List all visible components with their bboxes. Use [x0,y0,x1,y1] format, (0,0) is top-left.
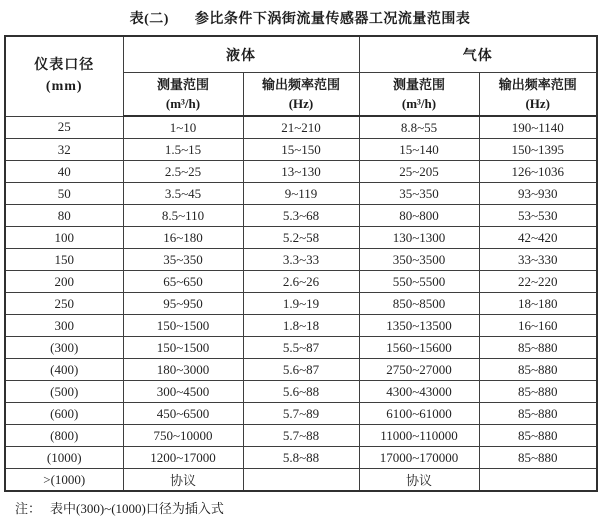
header-liquid-measure-range [123,73,243,117]
cell-liquid-output-frequency: 5.7~88 [243,425,359,447]
header-meter-diameter-unit: (mm) [45,79,83,95]
table-row [5,381,597,403]
cell-liquid-output-frequency: 3.3~33 [243,249,359,271]
header-gas-output-frequency-unit: (Hz) [525,96,551,111]
cell-liquid-output-frequency: 1.8~18 [243,315,359,337]
cell-diameter: >(1000) [5,469,123,492]
cell-liquid-measure-range: 450~6500 [123,403,243,425]
table-row [5,183,597,205]
cell-gas-measure-range: 130~1300 [359,227,479,249]
cell-liquid-output-frequency: 1.9~19 [243,293,359,315]
header-gas-measure-range-unit: (m³/h) [401,96,437,111]
cell-liquid-measure-range: 150~1500 [123,337,243,359]
cell-gas-output-frequency: 53~530 [479,205,597,227]
cell-liquid-output-frequency: 5.6~88 [243,381,359,403]
cell-liquid-output-frequency: 13~130 [243,161,359,183]
header-liquid-measure-range-label: 测量范围 [156,76,209,92]
cell-gas-output-frequency: 42~420 [479,227,597,249]
table-title-text: 参比条件下涡街流量传感器工况流量范围表 [194,12,471,27]
table-row [5,447,597,469]
table-row [5,271,597,293]
footnote [15,498,600,517]
table-row [5,425,597,447]
cell-diameter: (800) [5,425,123,447]
footnote-text: 表中(300)~(1000)口径为插入式 [50,501,224,516]
cell-diameter: 50 [5,183,123,205]
cell-liquid-measure-range: 协议 [123,469,243,492]
header-group-row [5,36,597,73]
cell-diameter: (600) [5,403,123,425]
cell-gas-measure-range: 4300~43000 [359,381,479,403]
table-row [5,249,597,271]
table-row [5,359,597,381]
cell-liquid-output-frequency: 5.7~89 [243,403,359,425]
table-row [5,315,597,337]
cell-gas-measure-range: 11000~110000 [359,425,479,447]
footnote-label: 注： [15,501,42,516]
table-caption [0,8,600,28]
cell-diameter: 40 [5,161,123,183]
cell-diameter: 80 [5,205,123,227]
cell-gas-measure-range: 1350~13500 [359,315,479,337]
cell-gas-output-frequency: 85~880 [479,447,597,469]
cell-liquid-output-frequency [243,469,359,492]
cell-gas-measure-range: 15~140 [359,139,479,161]
cell-gas-measure-range: 25~205 [359,161,479,183]
cell-diameter: 200 [5,271,123,293]
table-row [5,227,597,249]
cell-liquid-output-frequency: 9~119 [243,183,359,205]
document-page [0,8,600,515]
cell-gas-output-frequency: 85~880 [479,403,597,425]
cell-gas-measure-range: 17000~170000 [359,447,479,469]
cell-diameter: (300) [5,337,123,359]
cell-diameter: (1000) [5,447,123,469]
cell-liquid-output-frequency: 5.8~88 [243,447,359,469]
cell-gas-measure-range: 35~350 [359,183,479,205]
cell-liquid-measure-range: 1.5~15 [123,139,243,161]
cell-diameter: 300 [5,315,123,337]
cell-gas-output-frequency: 22~220 [479,271,597,293]
cell-liquid-measure-range: 300~4500 [123,381,243,403]
header-liquid-group: 液体 [123,36,359,73]
cell-diameter: 32 [5,139,123,161]
cell-liquid-output-frequency: 5.6~87 [243,359,359,381]
cell-diameter: 150 [5,249,123,271]
cell-gas-output-frequency: 33~330 [479,249,597,271]
cell-diameter: 100 [5,227,123,249]
cell-gas-measure-range: 6100~61000 [359,403,479,425]
header-gas-group: 气体 [359,36,597,73]
cell-gas-output-frequency: 16~160 [479,315,597,337]
table-row [5,205,597,227]
cell-gas-output-frequency: 126~1036 [479,161,597,183]
header-liquid-output-frequency-unit: (Hz) [288,96,314,111]
cell-liquid-measure-range: 95~950 [123,293,243,315]
cell-gas-output-frequency: 93~930 [479,183,597,205]
header-gas-output-frequency [479,73,597,117]
cell-liquid-output-frequency: 5.5~87 [243,337,359,359]
table-row [5,337,597,359]
cell-liquid-measure-range: 8.5~110 [123,205,243,227]
cell-gas-measure-range: 协议 [359,469,479,492]
cell-liquid-measure-range: 150~1500 [123,315,243,337]
cell-gas-measure-range: 550~5500 [359,271,479,293]
cell-gas-measure-range: 1560~15600 [359,337,479,359]
header-gas-measure-range-label: 测量范围 [392,76,445,92]
table-row [5,403,597,425]
cell-liquid-measure-range: 180~3000 [123,359,243,381]
header-meter-diameter [5,36,123,116]
cell-gas-measure-range: 350~3500 [359,249,479,271]
cell-diameter: (400) [5,359,123,381]
cell-liquid-measure-range: 1200~17000 [123,447,243,469]
table-row [5,469,597,492]
table-row [5,293,597,315]
cell-liquid-measure-range: 16~180 [123,227,243,249]
cell-gas-output-frequency: 85~880 [479,425,597,447]
table-row [5,161,597,183]
cell-gas-output-frequency: 190~1140 [479,116,597,139]
header-gas-measure-range [359,73,479,117]
cell-gas-output-frequency [479,469,597,492]
cell-gas-measure-range: 80~800 [359,205,479,227]
cell-liquid-output-frequency: 21~210 [243,116,359,139]
cell-diameter: (500) [5,381,123,403]
cell-gas-output-frequency: 150~1395 [479,139,597,161]
cell-gas-output-frequency: 18~180 [479,293,597,315]
cell-liquid-measure-range: 35~350 [123,249,243,271]
cell-liquid-output-frequency: 5.2~58 [243,227,359,249]
cell-liquid-output-frequency: 15~150 [243,139,359,161]
cell-gas-measure-range: 8.8~55 [359,116,479,139]
table-body [5,116,597,491]
cell-gas-output-frequency: 85~880 [479,359,597,381]
header-meter-diameter-label: 仪表口径 [34,58,95,74]
table-row [5,139,597,161]
cell-liquid-measure-range: 2.5~25 [123,161,243,183]
cell-liquid-measure-range: 3.5~45 [123,183,243,205]
table-number: 表(二) [129,12,169,27]
cell-gas-output-frequency: 85~880 [479,381,597,403]
header-liquid-output-frequency-label: 输出频率范围 [261,76,340,92]
cell-liquid-output-frequency: 5.3~68 [243,205,359,227]
cell-gas-measure-range: 2750~27000 [359,359,479,381]
cell-diameter: 250 [5,293,123,315]
header-liquid-measure-range-unit: (m³/h) [165,96,201,111]
header-gas-output-frequency-label: 输出频率范围 [498,76,577,92]
table-header [5,36,597,116]
cell-diameter: 25 [5,116,123,139]
cell-liquid-measure-range: 1~10 [123,116,243,139]
cell-liquid-measure-range: 65~650 [123,271,243,293]
cell-gas-measure-range: 850~8500 [359,293,479,315]
cell-gas-output-frequency: 85~880 [479,337,597,359]
table-row [5,116,597,139]
cell-liquid-measure-range: 750~10000 [123,425,243,447]
header-liquid-output-frequency [243,73,359,117]
cell-liquid-output-frequency: 2.6~26 [243,271,359,293]
flow-range-table [4,35,598,492]
